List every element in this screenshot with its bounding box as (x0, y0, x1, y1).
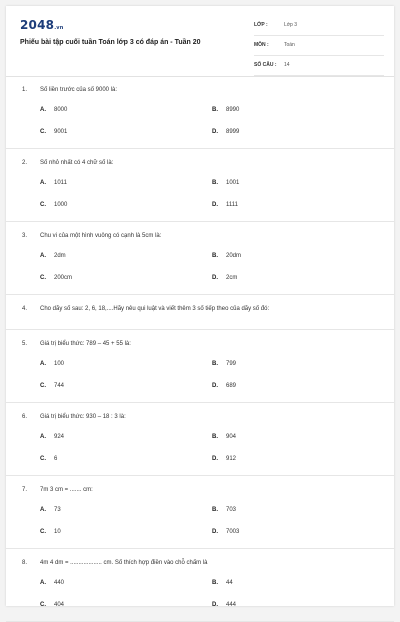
option-letter: A. (40, 107, 46, 113)
question-stem (22, 233, 161, 239)
option-text: 9001 (54, 129, 68, 135)
option-letter: A. (40, 507, 46, 513)
option-letter: C. (40, 383, 46, 389)
meta-value: 14 (284, 62, 290, 68)
question-item (6, 403, 394, 476)
answer-option[interactable] (212, 129, 239, 135)
question-number: 5. (22, 341, 28, 347)
question-number: 6. (22, 414, 28, 420)
option-letter: B. (212, 361, 218, 367)
option-text: 1001 (226, 180, 240, 186)
meta-value: Lớp 3 (284, 22, 298, 28)
answer-option[interactable] (212, 580, 233, 586)
answer-option[interactable] (40, 202, 67, 208)
question-item (6, 222, 394, 295)
option-letter: B. (212, 107, 218, 113)
answer-option[interactable] (40, 107, 67, 113)
worksheet-page (6, 6, 394, 606)
question-stem (22, 341, 131, 347)
answer-option[interactable] (212, 253, 241, 259)
option-text: 6 (54, 456, 58, 462)
option-text: 44 (226, 580, 233, 586)
option-letter: B. (212, 253, 218, 259)
answer-option[interactable] (212, 434, 236, 440)
option-letter: B. (212, 580, 218, 586)
option-letter: C. (40, 602, 46, 608)
question-text: Số nhỏ nhất có 4 chữ số là: (40, 160, 114, 166)
meta-row-subject (254, 38, 384, 56)
question-item (6, 295, 394, 330)
option-letter: C. (40, 275, 46, 281)
question-list (6, 76, 394, 622)
option-letter: D. (212, 275, 218, 281)
question-number: 8. (22, 560, 28, 566)
logo-main: 2048 (20, 18, 55, 32)
option-text: 799 (226, 361, 237, 367)
answer-option[interactable] (40, 529, 61, 535)
question-item (6, 476, 394, 549)
option-text: 73 (54, 507, 61, 513)
answer-option[interactable] (40, 580, 64, 586)
answer-option[interactable] (212, 107, 239, 113)
question-number: 7. (22, 487, 28, 493)
option-letter: B. (212, 507, 218, 513)
meta-label: SỐ CÂU : (254, 62, 277, 68)
option-letter: D. (212, 456, 218, 462)
option-letter: C. (40, 529, 46, 535)
answer-option[interactable] (212, 361, 236, 367)
option-text: 444 (226, 602, 237, 608)
answer-option[interactable] (40, 434, 64, 440)
question-text: Chu vi của một hình vuông có cạnh là 5cm là: (40, 233, 162, 239)
answer-option[interactable] (40, 602, 64, 608)
meta-row-question-count (254, 58, 384, 76)
logo-suffix: .vn (54, 25, 64, 31)
answer-option[interactable] (212, 507, 236, 513)
question-item (6, 330, 394, 403)
question-text: Cho dãy số sau: 2, 6, 18,....Hãy nêu qui luật và viết thêm 3 số tiếp theo của dãy số đó: (40, 306, 270, 312)
question-stem (22, 306, 269, 312)
answer-option[interactable] (40, 180, 67, 186)
option-text: 2dm (54, 253, 66, 259)
option-letter: D. (212, 383, 218, 389)
question-number: 2. (22, 160, 28, 166)
option-letter: D. (212, 602, 218, 608)
answer-option[interactable] (40, 275, 72, 281)
question-text: Giá trị biểu thức: 789 – 45 + 55 là: (40, 341, 131, 347)
worksheet-title: Phiếu bài tập cuối tuần Toán lớp 3 có đáp án - Tuần 20 (20, 39, 201, 46)
site-logo[interactable] (20, 18, 64, 32)
answer-option[interactable] (40, 361, 64, 367)
answer-option[interactable] (212, 275, 237, 281)
answer-option[interactable] (212, 202, 238, 208)
option-letter: A. (40, 253, 46, 259)
option-text: 8000 (54, 107, 68, 113)
question-item (6, 149, 394, 222)
option-text: 20dm (226, 253, 242, 259)
question-stem (22, 487, 93, 493)
question-text: Giá trị biểu thức: 930 – 18 : 3 là: (40, 414, 126, 420)
meta-value: Toán (284, 42, 295, 48)
meta-label: MÔN : (254, 42, 269, 48)
option-text: 8999 (226, 129, 240, 135)
question-number: 4. (22, 306, 28, 312)
answer-option[interactable] (40, 507, 61, 513)
option-text: 744 (54, 383, 65, 389)
answer-option[interactable] (212, 529, 239, 535)
question-stem (22, 87, 117, 93)
meta-label: LỚP : (254, 22, 268, 28)
option-text: 100 (54, 361, 65, 367)
option-text: 8990 (226, 107, 240, 113)
option-text: 912 (226, 456, 237, 462)
option-text: 1011 (54, 180, 67, 186)
option-letter: D. (212, 202, 218, 208)
meta-row-class (254, 18, 384, 36)
option-letter: C. (40, 456, 46, 462)
answer-option[interactable] (212, 456, 236, 462)
answer-option[interactable] (40, 129, 67, 135)
option-letter: B. (212, 434, 218, 440)
question-text: 4m 4 dm = ................... cm. Số thích hợp điền vào chỗ chấm là (40, 560, 208, 566)
answer-option[interactable] (40, 253, 66, 259)
answer-option[interactable] (40, 383, 64, 389)
option-text: 440 (54, 580, 65, 586)
option-text: 1000 (54, 202, 68, 208)
question-number: 1. (22, 87, 28, 93)
answer-option[interactable] (212, 602, 236, 608)
option-letter: C. (40, 129, 46, 135)
question-text: 7m 3 cm = ....... cm: (40, 487, 93, 493)
option-letter: A. (40, 580, 46, 586)
option-text: 2cm (226, 275, 238, 281)
option-text: 7003 (226, 529, 240, 535)
question-text: Số liền trước của số 9000 là: (40, 87, 117, 93)
answer-option[interactable] (40, 456, 57, 462)
option-text: 904 (226, 434, 237, 440)
worksheet-meta (254, 18, 384, 78)
answer-option[interactable] (212, 383, 236, 389)
option-text: 689 (226, 383, 237, 389)
option-letter: D. (212, 129, 218, 135)
option-text: 703 (226, 507, 237, 513)
answer-option[interactable] (212, 180, 239, 186)
option-text: 10 (54, 529, 61, 535)
question-stem (22, 160, 113, 166)
option-letter: A. (40, 361, 46, 367)
worksheet-header (6, 6, 394, 77)
option-text: 200cm (54, 275, 73, 281)
option-text: 1111 (226, 202, 239, 208)
question-number: 3. (22, 233, 28, 239)
question-item (6, 76, 394, 149)
option-letter: C. (40, 202, 46, 208)
option-text: 924 (54, 434, 65, 440)
question-stem (22, 560, 208, 566)
option-letter: B. (212, 180, 218, 186)
option-text: 404 (54, 602, 65, 608)
option-letter: A. (40, 180, 46, 186)
option-letter: A. (40, 434, 46, 440)
option-letter: D. (212, 529, 218, 535)
question-stem (22, 414, 126, 420)
question-item (6, 549, 394, 622)
